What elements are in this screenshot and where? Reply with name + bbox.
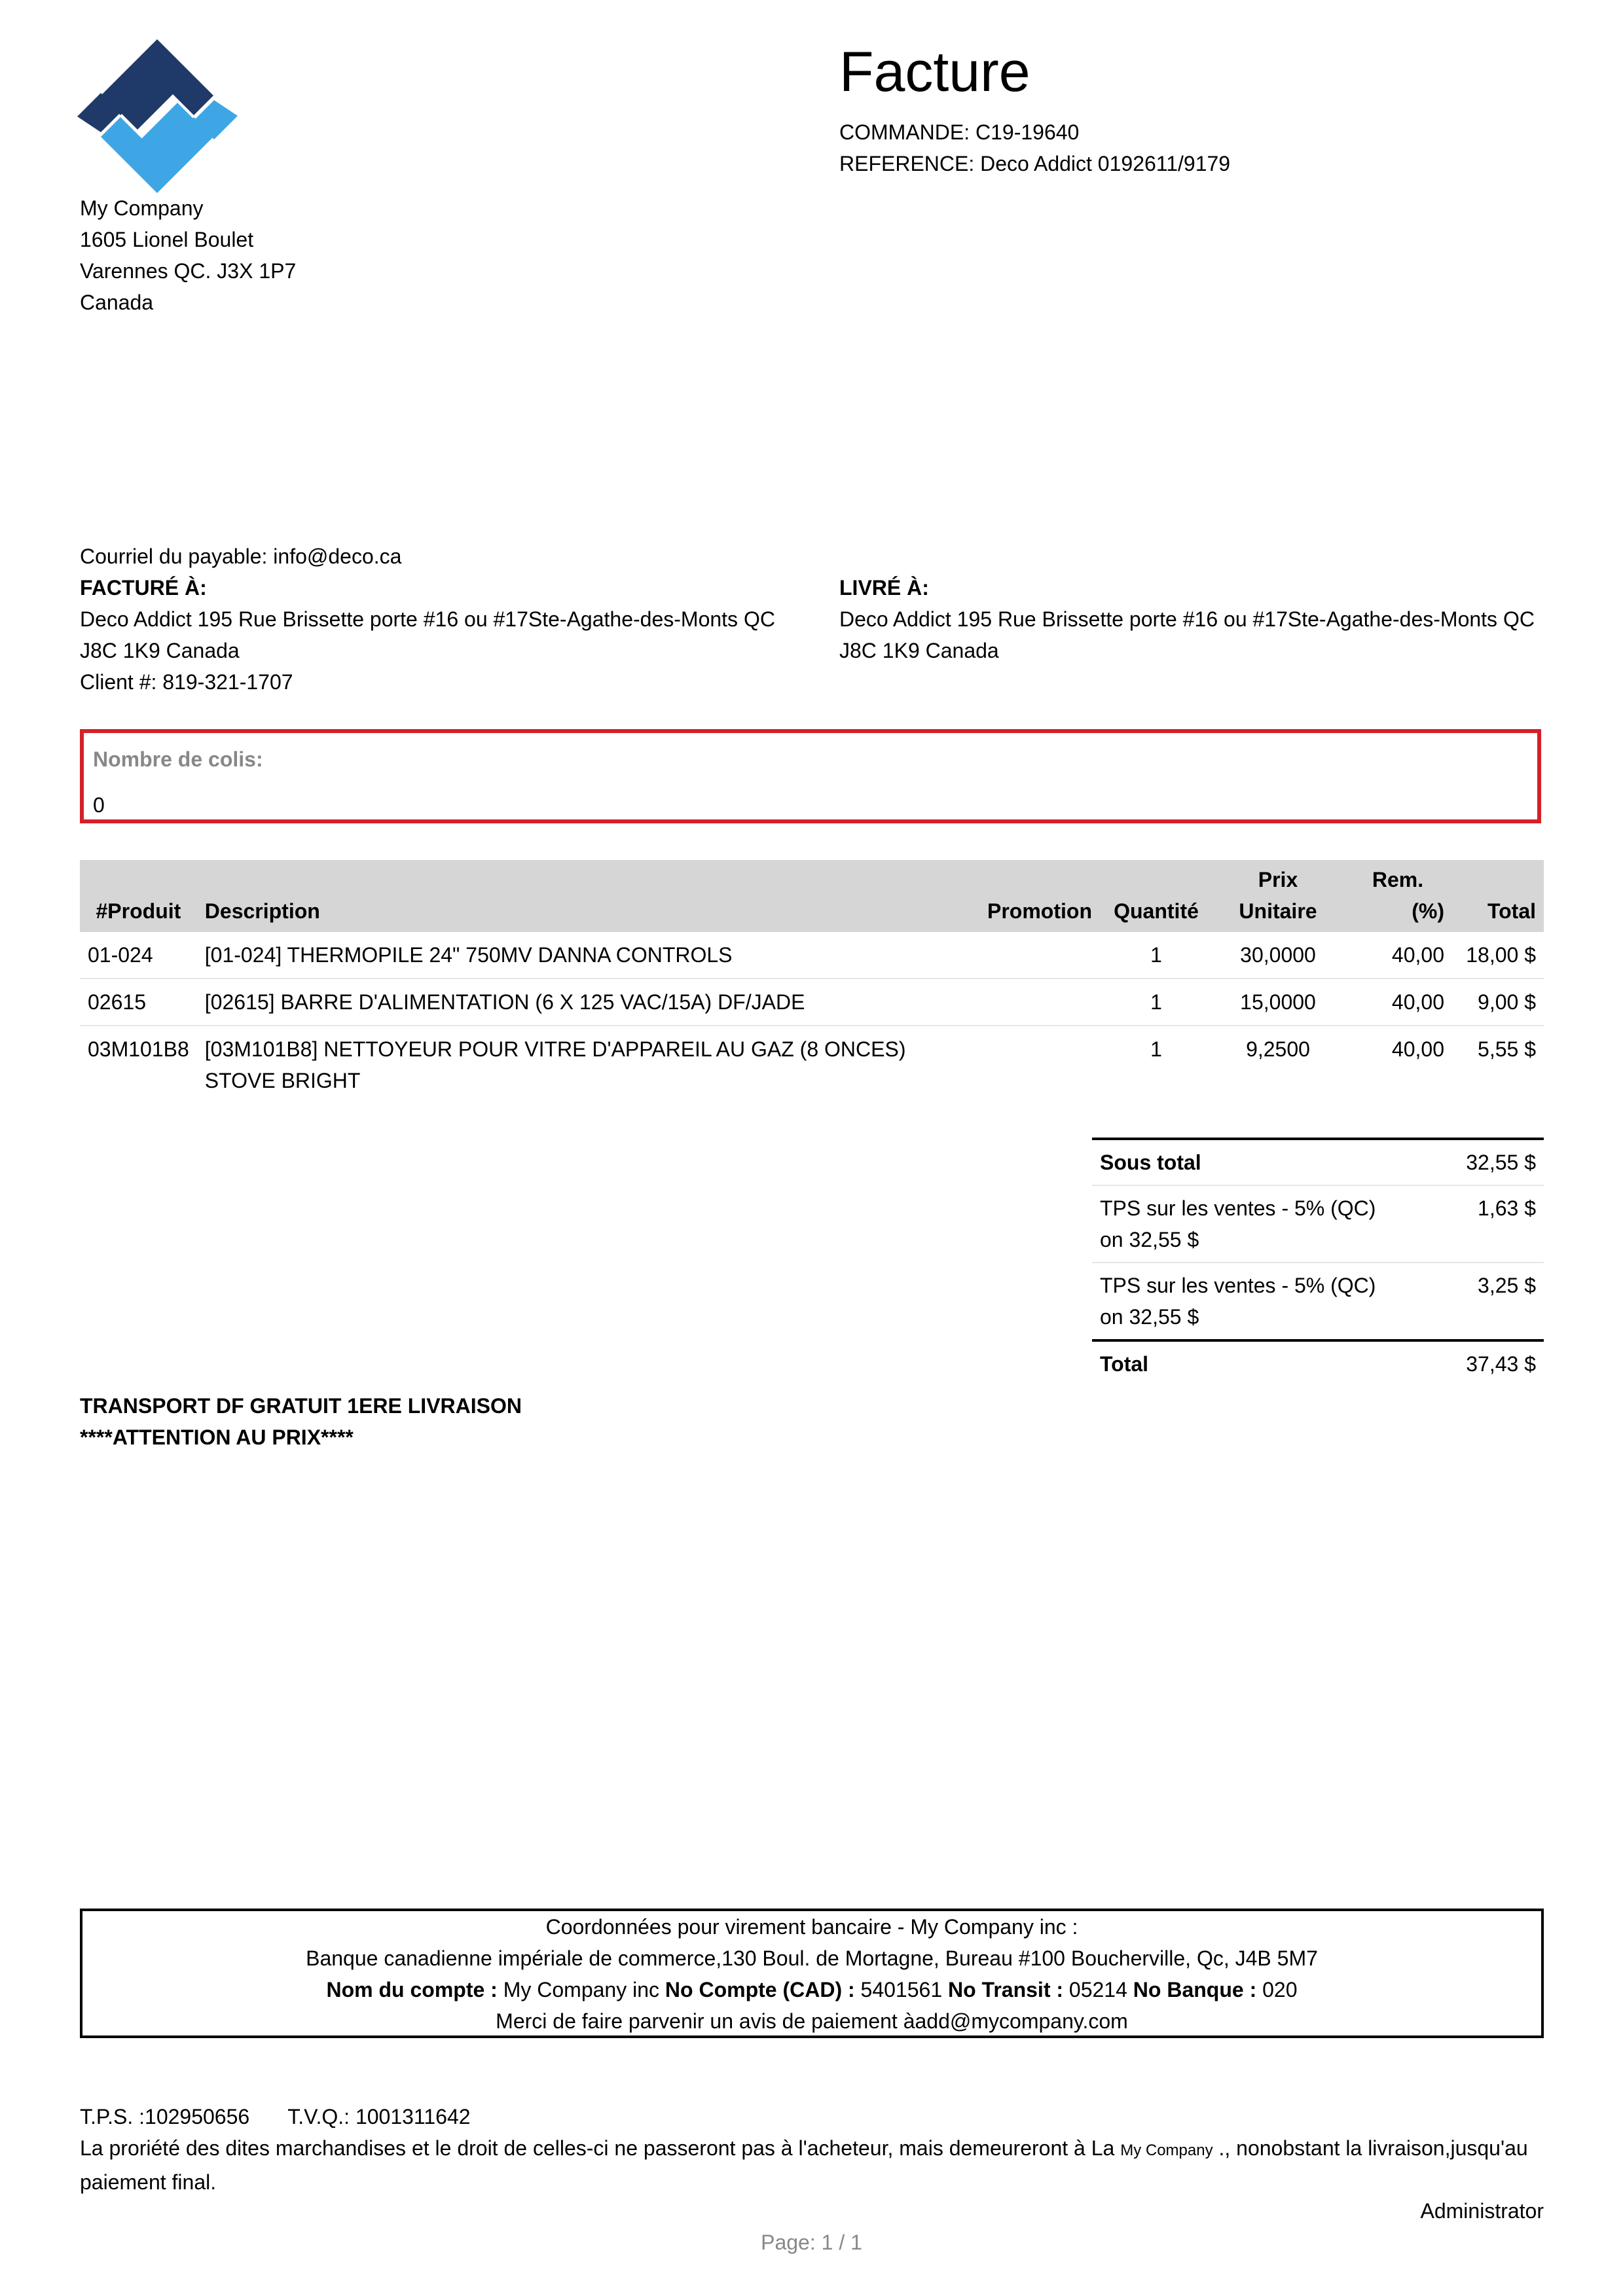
billto-name: Deco Addict	[80, 607, 192, 631]
legal-notice	[80, 2132, 1544, 2198]
company-logo-icon	[77, 39, 238, 193]
row-description: [01-024] THERMOPILE 24" 750MV DANNA CONTROLS	[197, 932, 979, 978]
grand-total-value: 37,43 $	[1417, 1340, 1544, 1386]
totals-table	[1092, 1138, 1544, 1386]
bank-number-label: No Banque :	[1133, 1978, 1257, 2001]
payment-notice-line	[82, 2005, 1541, 2037]
tax2-label: TPS sur les ventes - 5% (QC) on 32,55 $	[1092, 1263, 1417, 1340]
payable-email	[80, 541, 401, 572]
grand-total-row	[1092, 1340, 1544, 1386]
tvq-value: 1001311642	[355, 2105, 471, 2128]
tax2-value: 3,25 $	[1417, 1263, 1544, 1340]
account-number-label: No Compte (CAD) :	[665, 1978, 855, 2001]
bank-address: Banque canadienne impériale de commerce,130 Boul. de Mortagne, Bureau #100 Boucherville, Qc, J4B 5M7	[306, 1946, 1318, 1970]
document-title: Facture	[839, 41, 1030, 103]
page-number	[0, 2227, 1623, 2258]
row-total: 9,00 $	[1452, 978, 1544, 1026]
col-quantity: Quantité	[1100, 860, 1213, 932]
row-product: 03M101B8	[88, 1037, 189, 1061]
page-current: 1	[821, 2231, 833, 2254]
col-unit-price	[1213, 860, 1343, 932]
shipto-address	[839, 603, 1546, 666]
company-address-line2: Varennes QC. J3X 1P7	[80, 259, 297, 283]
page-total: 1	[850, 2231, 862, 2254]
payable-email-label: Courriel du payable:	[80, 545, 268, 568]
shipto-country: Canada	[925, 639, 999, 662]
bank-transfer-box	[80, 1909, 1544, 2038]
legal-text-part2: ., nonobstant la livraison,jusqu'au paiement final.	[80, 2136, 1528, 2194]
reference-value: Deco Addict 0192611/9179	[980, 152, 1231, 175]
page-label: Page:	[761, 2231, 816, 2254]
payment-email: add@mycompany.com	[915, 2009, 1128, 2033]
col-total: Total	[1452, 860, 1544, 932]
row-description: [02615] BARRE D'ALIMENTATION (6 X 125 VAC/15A) DF/JADE	[197, 978, 979, 1026]
table-header-row	[80, 860, 1544, 932]
row-promotion	[979, 1026, 1100, 1103]
tax1-label: TPS sur les ventes - 5% (QC) on 32,55 $	[1092, 1185, 1417, 1263]
transit-label: No Transit :	[948, 1978, 1064, 2001]
billto-address	[80, 603, 787, 666]
table-row	[80, 1026, 1544, 1103]
company-address	[80, 192, 296, 318]
billto-country: Canada	[166, 639, 240, 662]
col-promotion: Promotion	[979, 860, 1100, 932]
tax-numbers	[80, 2101, 471, 2132]
row-promotion	[979, 978, 1100, 1026]
account-number-value: 5401561	[860, 1978, 943, 2001]
legal-company: My Company	[1120, 2142, 1213, 2159]
tax-row	[1092, 1263, 1544, 1340]
page-separator: /	[839, 2231, 845, 2254]
company-address-line1: 1605 Lionel Boulet	[80, 228, 254, 251]
tax1-value: 1,63 $	[1417, 1185, 1544, 1263]
row-discount: 40,00	[1343, 978, 1452, 1026]
col-discount-line2: (%)	[1412, 899, 1444, 923]
col-product: #Produit	[80, 860, 197, 932]
client-value: 819-321-1707	[162, 670, 293, 694]
billto-city: Ste-Agathe-des-Monts QC J8C 1K9	[80, 607, 775, 662]
row-quantity: 1	[1100, 978, 1213, 1026]
table-row	[80, 978, 1544, 1026]
parcel-count-box	[80, 729, 1541, 823]
parcel-count-value: 0	[93, 793, 105, 817]
order-label: COMMANDE:	[839, 120, 970, 144]
subtotal-value: 32,55 $	[1417, 1139, 1544, 1185]
bank-account-line	[82, 1974, 1541, 2005]
order-value: C19-19640	[976, 120, 1080, 144]
transit-value: 05214	[1068, 1978, 1127, 2001]
row-total: 5,55 $	[1478, 1037, 1536, 1061]
order-line	[839, 117, 1230, 148]
col-unit-price-line1: Prix	[1258, 868, 1298, 891]
col-unit-price-line2: Unitaire	[1239, 899, 1317, 923]
account-name-value: My Company inc	[503, 1978, 660, 2001]
shipto-street: 195 Rue Brissette porte #16 ou #17	[957, 607, 1288, 631]
row-product: 01-024	[80, 932, 197, 978]
shipto-label: LIVRÉ À:	[839, 576, 929, 600]
note-line: ****ATTENTION AU PRIX****	[80, 1426, 354, 1449]
billto-label: FACTURÉ À:	[80, 576, 207, 600]
legal-text-part1: La proriété des dites marchandises et le droit de celles-ci ne passeront pas à l'acheteur, mais demeureront à La	[80, 2136, 1115, 2160]
row-promotion	[979, 932, 1100, 978]
user-name: Administrator	[1420, 2199, 1544, 2223]
row-unit-price: 15,0000	[1213, 978, 1343, 1026]
subtotal-row	[1092, 1139, 1544, 1185]
row-unit-price: 9,2500	[1246, 1037, 1310, 1061]
shipto-city: Ste-Agathe-des-Monts QC J8C 1K9	[839, 607, 1535, 662]
note-line: TRANSPORT DF GRATUIT 1ERE LIVRAISON	[80, 1394, 522, 1418]
col-discount	[1343, 860, 1452, 932]
company-name: My Company	[80, 196, 204, 220]
tax-row	[1092, 1185, 1544, 1263]
row-quantity: 1	[1150, 1037, 1162, 1061]
company-country: Canada	[80, 291, 154, 314]
row-product: 02615	[80, 978, 197, 1026]
tvq-label: T.V.Q.:	[287, 2105, 350, 2128]
order-references	[839, 117, 1230, 179]
table-row	[80, 932, 1544, 978]
col-description: Description	[197, 860, 979, 932]
invoice-notes	[80, 1390, 522, 1453]
row-unit-price: 30,0000	[1213, 932, 1343, 978]
invoice-lines-table	[80, 860, 1544, 1103]
row-discount: 40,00	[1343, 932, 1452, 978]
subtotal-label: Sous total	[1092, 1139, 1417, 1185]
payment-notice: Merci de faire parvenir un avis de paiement à	[496, 2009, 915, 2033]
reference-label: REFERENCE:	[839, 152, 975, 175]
tps-value: 102950656	[145, 2105, 250, 2128]
reference-line	[839, 148, 1230, 179]
bank-number-value: 020	[1262, 1978, 1298, 2001]
bank-title: Coordonnées pour virement bancaire - My Company inc :	[545, 1915, 1078, 1939]
payable-email-value: info@deco.ca	[273, 545, 402, 568]
col-discount-line1: Rem.	[1372, 868, 1424, 891]
company-logo	[77, 39, 238, 193]
grand-total-label: Total	[1092, 1340, 1417, 1386]
parcel-count-label: Nombre de colis:	[93, 747, 263, 771]
row-discount: 40,00	[1391, 1037, 1444, 1061]
row-description: [03M101B8] NETTOYEUR POUR VITRE D'APPAREIL AU GAZ (8 ONCES) STOVE BRIGHT	[204, 1037, 906, 1092]
client-label: Client #:	[80, 670, 157, 694]
client-number	[80, 666, 293, 698]
billto-street: 195 Rue Brissette porte #16 ou #17	[197, 607, 528, 631]
shipto-name: Deco Addict	[839, 607, 951, 631]
account-name-label: Nom du compte :	[326, 1978, 498, 2001]
row-quantity: 1	[1100, 932, 1213, 978]
row-total: 18,00 $	[1452, 932, 1544, 978]
tps-label: T.P.S. :	[80, 2105, 145, 2128]
